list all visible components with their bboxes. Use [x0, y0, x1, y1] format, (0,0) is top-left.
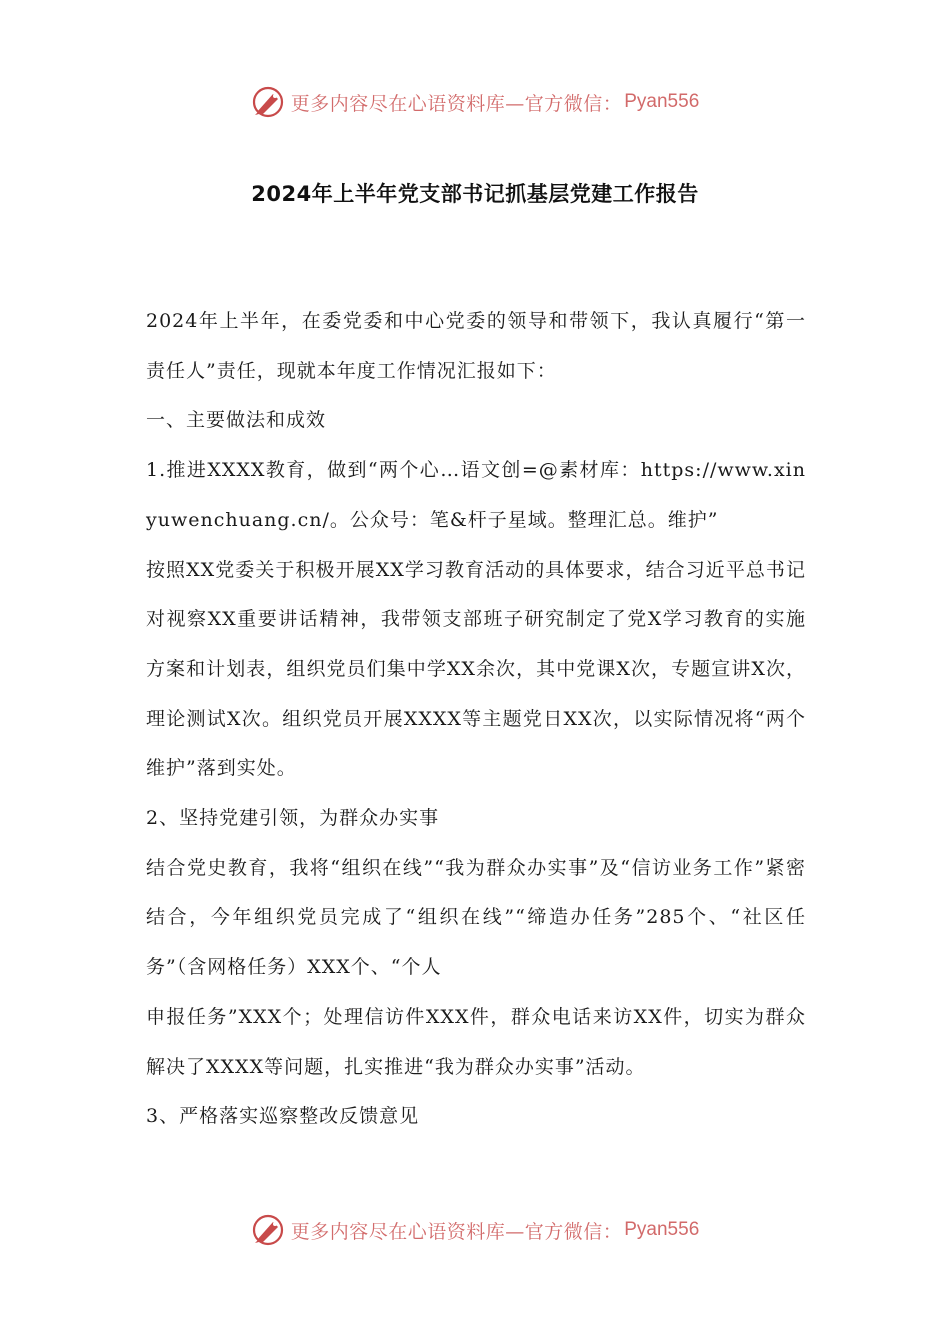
watermark-wechat-id: Pyan556 [624, 1219, 700, 1240]
body-paragraph: 结合党史教育，我将“组织在线”“我为群众办实事”及“信访业务工作”紧密结合，今年组织党员完成了“组织在线”“缔造办任务”285个、“社区任务”（含网格任务）XXX个、“个人 [146, 856, 806, 979]
body-paragraph: 按照XX党委关于积极开展XX学习教育活动的具体要求，结合习近平总书记对视察XX重要讲话精神，我带领支部班子研究制定了党X学习教育的实施方案和计划表，组织党员们集中学XX余次，其中党课X次，专题宣讲X次，理论测试X次。组织党员开展XXXX等主题党日XX次，以实际情况将“两个维护”落到实处。 [146, 558, 806, 780]
pen-nib-icon [251, 85, 285, 119]
document-body [146, 297, 806, 1142]
document-title: 2024年上半年党支部书记抓基层党建工作报告 [251, 182, 699, 206]
subheading-1: 1.推进XXXX教育，做到“两个心…语文创=@素材库：https://www.xinyuwenchuang.cn/。公众号：笔&杆子星域。整理汇总。维护” [146, 459, 806, 531]
watermark-text: 更多内容尽在心语资料库—官方微信： [290, 92, 623, 115]
section-heading-1: 一、主要做法和成效 [146, 409, 327, 432]
watermark-text: 更多内容尽在心语资料库—官方微信： [290, 1220, 623, 1243]
subheading-2: 2、坚持党建引领，为群众办实事 [146, 807, 440, 830]
header-watermark [0, 82, 950, 122]
footer-watermark [0, 1210, 950, 1250]
body-paragraph: 申报任务”XXX个；处理信访件XXX件，群众电话来访XX件，切实为群众解决了XXXX等问题，扎实推进“我为群众办实事”活动。 [146, 1005, 806, 1078]
intro-paragraph: 2024年上半年，在委党委和中心党委的领导和带领下，我认真履行“第一责任人”责任，现就本年度工作情况汇报如下： [146, 310, 806, 382]
watermark-wechat-id: Pyan556 [624, 91, 700, 112]
subheading-3: 3、严格落实巡察整改反馈意见 [146, 1105, 420, 1128]
pen-nib-icon [251, 1213, 285, 1247]
